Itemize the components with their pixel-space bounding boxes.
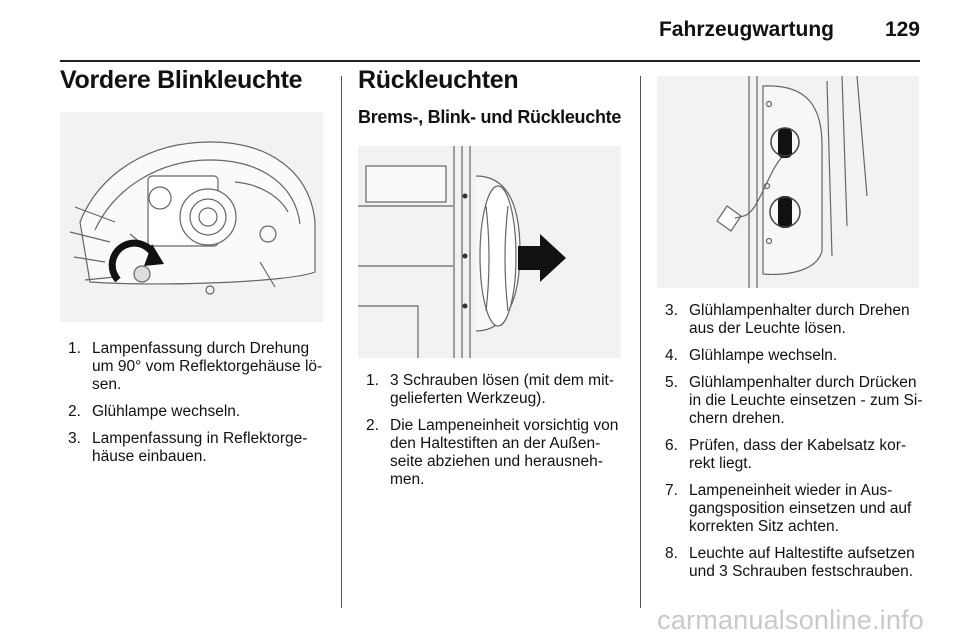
list-item: 1. Lampenfassung durch Drehung um 90° vom Reflektorgehäuse lö-sen. — [68, 340, 323, 393]
page-header — [0, 0, 960, 62]
list-item: 3. Glühlampenhalter durch Drehen aus der Leuchte lösen. — [665, 302, 910, 337]
list-item: 6. Prüfen, dass der Kabelsatz kor-rekt liegt. — [665, 437, 907, 472]
subheading-brake-indicator-tail: Brems-, Blink- und Rückleuchte — [358, 107, 622, 127]
left-column — [60, 66, 328, 95]
front-indicator-steps — [68, 340, 330, 475]
list-item: 5. Glühlampenhalter durch Drücken in die Leuchte einsetzen - zum Si-chern drehen. — [665, 374, 923, 427]
column-divider-1 — [341, 76, 342, 608]
list-item: 4. Glühlampe wechseln. — [665, 347, 838, 364]
section-title: Fahrzeugwartung — [658, 18, 834, 41]
bulb-holder-illustration — [657, 76, 919, 288]
section-heading-rear-lights: Rückleuchten — [358, 66, 519, 94]
list-item: 8. Leuchte auf Haltestifte aufsetzen und 3 Schrauben festschrauben. — [665, 545, 915, 580]
list-item: 7. Lampeneinheit wieder in Aus-gangsposition einsetzen und auf korrekten Sitz achten. — [665, 482, 912, 535]
section-heading-front-indicator: Vordere Blinkleuchte — [60, 66, 303, 94]
header-rule — [60, 60, 920, 62]
list-item: 2. Glühlampe wechseln. — [68, 403, 241, 420]
front-indicator-illustration — [60, 112, 323, 322]
rear-light-removal-illustration — [358, 146, 621, 358]
list-item: 3. Lampenfassung in Reflektorge-häuse einbauen. — [68, 430, 308, 465]
column-divider-2 — [640, 76, 641, 608]
list-item: 1. 3 Schrauben lösen (mit dem mit-gelieferten Werkzeug). — [366, 372, 614, 407]
middle-column — [358, 66, 630, 128]
watermark: carmanualsonline.info — [657, 605, 924, 635]
list-item: 2. Die Lampeneinheit vorsichtig von den Haltestiften an der Außen-seite abziehen und herausneh-men. — [366, 417, 619, 488]
rear-light-steps-1 — [366, 372, 630, 498]
rear-light-steps-2 — [665, 302, 925, 590]
page-number: 129 — [884, 18, 920, 41]
